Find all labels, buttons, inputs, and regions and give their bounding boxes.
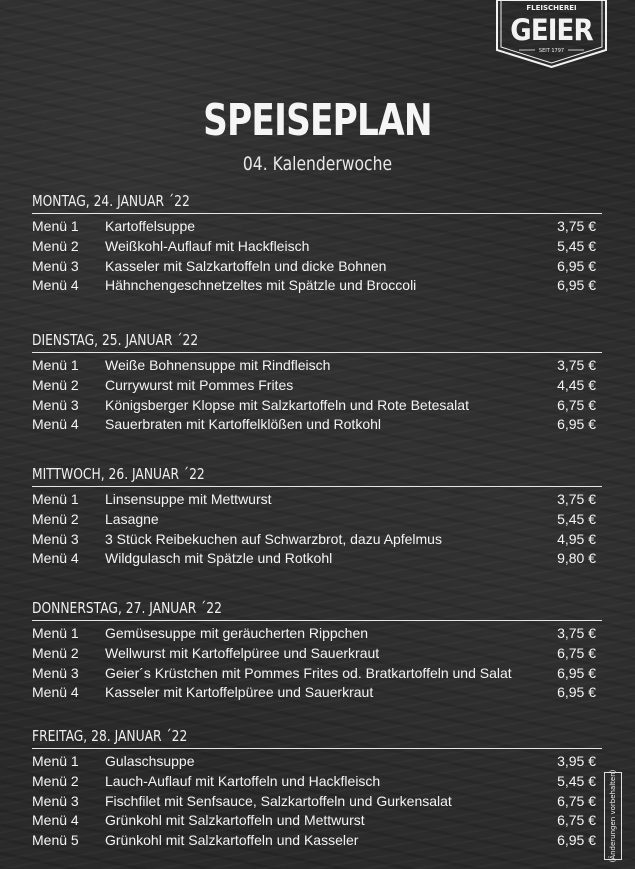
menu-label: Menü 4 (32, 812, 79, 829)
dish-name: Fischfilet mit Senfsauce, Salzkartoffeln und Gurkensalat (105, 792, 452, 809)
disclaimer-text: (Änderungen vorbehalten) (609, 769, 617, 863)
logo-name: GEIER (510, 12, 593, 48)
menu-label: Menü 4 (32, 416, 79, 433)
divider (32, 748, 602, 749)
dish-name: Hähnchengeschnetzeltes mit Spätzle und Broccoli (105, 277, 417, 294)
dish-price: 5,45 € (557, 237, 596, 254)
dish-name: Lasagne (105, 510, 159, 527)
menu-item-row (32, 510, 602, 530)
day-heading: DONNERSTAG, 27. JANUAR ´22 (32, 599, 222, 617)
menu-item-row (32, 549, 602, 569)
divider (32, 352, 602, 353)
dish-price: 6,95 € (557, 257, 596, 274)
menu-item-row (32, 415, 602, 435)
dish-price: 6,95 € (557, 416, 596, 433)
menu-label: Menü 3 (32, 792, 79, 809)
dish-name: Linsensuppe mit Mettwurst (105, 491, 272, 507)
dish-price: 3,75 € (557, 491, 596, 507)
menu-label: Menü 1 (32, 357, 79, 373)
dish-price: 9,80 € (557, 550, 596, 567)
day-heading: FREITAG, 28. JANUAR ´22 (32, 727, 188, 745)
dish-name: Grünkohl mit Salzkartoffeln und Kasseler (105, 832, 359, 849)
menu-label: Menü 1 (32, 753, 79, 769)
divider (32, 620, 602, 621)
dish-price: 3,75 € (557, 357, 596, 373)
dish-name: Kasseler mit Salzkartoffeln und dicke Bohnen (105, 257, 387, 274)
dish-price: 4,45 € (557, 376, 596, 393)
menu-label: Menü 4 (32, 550, 79, 567)
dish-price: 6,75 € (557, 792, 596, 809)
dish-name: Wildgulasch mit Spätzle und Rotkohl (105, 550, 333, 567)
page-title: SPEISEPLAN (203, 95, 432, 146)
menu-item-row (32, 276, 602, 296)
menu-label: Menü 5 (32, 832, 79, 849)
dish-name: 3 Stück Reibekuchen auf Schwarzbrot, dazu Apfelmus (105, 530, 442, 547)
menu-item-row (32, 831, 602, 851)
menu-label: Menü 1 (32, 625, 79, 641)
day-section (32, 465, 602, 569)
menu-item-row (32, 237, 602, 257)
dish-name: Weißkohl-Auflauf mit Hackfleisch (105, 237, 310, 254)
header (0, 96, 635, 176)
menu-item-row (32, 683, 602, 703)
menu-item-row (32, 772, 602, 792)
menu-item-row (32, 811, 602, 831)
menu-item-row (32, 356, 602, 376)
dish-price: 3,75 € (557, 218, 596, 234)
logo-top-text: FLEISCHEREI (526, 4, 577, 12)
disclaimer-box (604, 769, 622, 863)
dish-name: Grünkohl mit Salzkartoffeln und Mettwurst (105, 812, 365, 829)
dish-price: 5,45 € (557, 510, 596, 527)
dish-name: Sauerbraten mit Kartoffelklößen und Rotkohl (105, 416, 382, 433)
dish-price: 6,75 € (557, 396, 596, 413)
menu-label: Menü 3 (32, 530, 79, 547)
dish-price: 6,75 € (557, 812, 596, 829)
menu-item-row (32, 752, 602, 772)
menu-item-row (32, 396, 602, 416)
menu-label: Menü 2 (32, 644, 79, 661)
menu-item-row (32, 530, 602, 550)
dish-price: 5,45 € (557, 772, 596, 789)
dish-name: Kasseler mit Kartoffelpüree und Sauerkraut (105, 684, 374, 701)
menu-label: Menü 2 (32, 510, 79, 527)
dish-price: 6,75 € (557, 644, 596, 661)
dish-name: Wellwurst mit Kartoffelpüree und Sauerkraut (105, 644, 380, 661)
dish-price: 6,95 € (557, 277, 596, 294)
geier-logo (495, 0, 608, 68)
dish-price: 6,95 € (557, 664, 596, 681)
menu-label: Menü 2 (32, 237, 79, 254)
day-section (32, 727, 602, 851)
menu-label: Menü 4 (32, 277, 79, 294)
dish-price: 4,95 € (557, 530, 596, 547)
menu-label: Menü 3 (32, 396, 79, 413)
dish-name: Kartoffelsuppe (105, 218, 196, 234)
dish-name: Königsberger Klopse mit Salzkartoffeln und Rote Betesalat (105, 396, 469, 413)
dish-name: Currywurst mit Pommes Frites (105, 376, 294, 393)
dish-price: 3,75 € (557, 625, 596, 641)
dish-name: Lauch-Auflauf mit Kartoffeln und Hackfleisch (105, 772, 381, 789)
menu-item-row (32, 644, 602, 664)
day-section (32, 331, 602, 435)
menu-item-row (32, 792, 602, 812)
menu-label: Menü 3 (32, 257, 79, 274)
menu-item-row (32, 624, 602, 644)
day-section (32, 599, 602, 703)
logo-since: SEIT 1797 (538, 48, 565, 54)
menu-item-row (32, 376, 602, 396)
menu-label: Menü 1 (32, 218, 79, 234)
dish-name: Gemüsesuppe mit geräucherten Rippchen (105, 625, 369, 641)
dish-price: 3,95 € (557, 753, 596, 769)
dish-price: 6,95 € (557, 684, 596, 701)
day-heading: DIENSTAG, 25. JANUAR ´22 (32, 331, 199, 349)
dish-price: 6,95 € (557, 832, 596, 849)
dish-name: Gulaschsuppe (105, 753, 195, 769)
menu-label: Menü 2 (32, 376, 79, 393)
menu-item-row (32, 664, 602, 684)
dish-name: Weiße Bohnensuppe mit Rindfleisch (105, 357, 331, 373)
divider (32, 213, 602, 214)
day-heading: MITTWOCH, 26. JANUAR ´22 (32, 465, 205, 483)
menu-item-row (32, 217, 602, 237)
menu-label: Menü 2 (32, 772, 79, 789)
menu-label: Menü 1 (32, 491, 79, 507)
page-subtitle: 04. Kalenderwoche (242, 153, 393, 175)
divider (32, 486, 602, 487)
menu-label: Menü 4 (32, 684, 79, 701)
menu-item-row (32, 257, 602, 277)
menu-label: Menü 3 (32, 664, 79, 681)
dish-name: Geier´s Krüstchen mit Pommes Frites od. Bratkartoffeln und Salat (105, 664, 512, 681)
day-section (32, 192, 602, 296)
menu-item-row (32, 490, 602, 510)
day-heading: MONTAG, 24. JANUAR ´22 (32, 192, 190, 210)
